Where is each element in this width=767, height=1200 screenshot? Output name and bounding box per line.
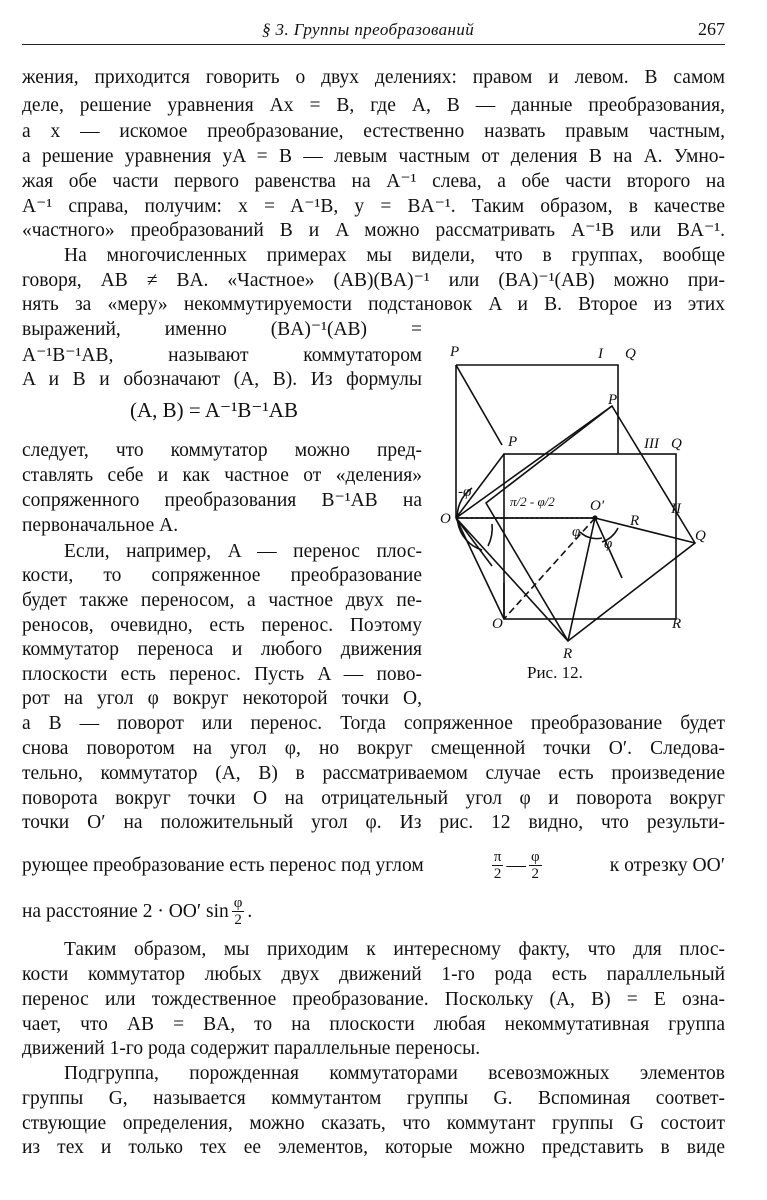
distance-text: на расстояние 2 · OO′ sin: [22, 900, 229, 922]
label-i: I: [598, 346, 603, 362]
text-line: A и B и обозначают (A, B). Из формулы: [22, 369, 422, 390]
label-r-1: R: [630, 513, 640, 529]
label-phi-2: φ: [604, 536, 613, 552]
label-pi-frac: π/2 - φ/2: [510, 494, 555, 509]
text-line-distance: [22, 895, 725, 928]
page-number: 267: [698, 19, 725, 39]
text-line: Если, например, A — перенос плос-: [64, 541, 422, 562]
fraction-phi-2: [529, 849, 542, 882]
text-line: а x — искомое преобразование, естественно назвать правым частным,: [22, 121, 725, 142]
text-line: рот на угол φ вокруг некоторой точки O,: [22, 688, 422, 709]
text-line: чает, что AB = BA, то на плоскости любая некоммутативная группа: [22, 1014, 725, 1035]
text-line: будет также переносом, а частное двух пе-: [22, 590, 422, 611]
text-line: первоначальное A.: [22, 515, 179, 536]
label-r-2: R: [672, 616, 682, 632]
line-o-inner: [456, 518, 492, 566]
text-line: сопряженного преобразования B⁻¹AB на: [22, 490, 422, 511]
text-line-fraction: [22, 849, 725, 882]
frac-den: 2: [493, 866, 502, 882]
label-p-3: P: [508, 434, 518, 450]
text-line: нять за «меру» некоммутируемости подстановок A и B. Второе из этих: [22, 294, 725, 315]
minus-sign: —: [506, 854, 526, 876]
label-o-2: O: [492, 616, 503, 632]
angle-arc-small: [488, 524, 492, 546]
point-o2: [592, 515, 597, 520]
text-line: а решение уравнения yA = B — левым частным от деления B на A. Умно-: [22, 146, 725, 167]
label-phi-1: φ: [572, 524, 581, 540]
angle-expression: [489, 849, 545, 882]
text-line: говоря, AB ≠ BA. «Частное» (AB)(BA)⁻¹ или (BA)⁻¹(AB) можно при-: [22, 270, 725, 291]
text-line: деле, решение уравнения Ax = B, где A, B — данные преобразования,: [22, 95, 725, 116]
text-line: На многочисленных примерах мы видели, что в группах, вообще: [64, 245, 725, 266]
text-line: ставлять себе и как частное от «деления»: [22, 465, 422, 486]
text-line: движений 1-го рода содержит параллельные переносы.: [22, 1038, 481, 1059]
label-p-2: P: [608, 392, 618, 408]
rotation-diagram: [432, 328, 722, 678]
text-line: из тех и только тех ее элементов, которые можно представить в виде: [22, 1137, 725, 1158]
label-iii: III: [644, 436, 659, 452]
text-line: жения, приходится говорить о двух делениях: правом и левом. В самом: [22, 67, 725, 88]
frac-den: 2: [531, 866, 540, 882]
text-line: а B — поворот или перенос. Тогда сопряженное преобразование будет: [22, 713, 725, 734]
frac-num: φ: [233, 895, 243, 911]
text-line: точки O′ на положительный угол φ. Из рис. 12 видно, что результи-: [22, 812, 725, 833]
text-line: тельно, коммутатор (A, B) в рассматриваемом случае есть произведение: [22, 763, 725, 784]
label-neg-phi: -φ: [458, 484, 472, 500]
label-ii: II: [671, 501, 681, 517]
line-o-r2: [456, 518, 568, 641]
label-p-1: P: [450, 344, 460, 360]
commutator-formula: (A, B) = A⁻¹B⁻¹AB: [130, 398, 298, 422]
line-o-o: [456, 518, 504, 619]
label-r-3: R: [563, 646, 573, 662]
frac-den: 2: [234, 912, 242, 928]
label-q-2: Q: [671, 436, 682, 452]
text-line: жая обе части первого равенства на A⁻¹ слева, а обе части второго на: [22, 171, 725, 192]
figure-caption: Рис. 12.: [527, 663, 583, 682]
text-line: A⁻¹ справа, получим: x = A⁻¹B, y = BA⁻¹. Таким образом, в качестве: [22, 196, 725, 217]
text-line: A⁻¹B⁻¹AB, называют коммутатором: [22, 345, 422, 366]
label-q-1: Q: [625, 346, 636, 362]
rect-iii: [504, 454, 676, 619]
text-line: перенос или тождественное преобразование. Поскольку (A, B) = E озна-: [22, 989, 725, 1010]
text-line: кости, то сопряженное преобразование: [22, 565, 422, 586]
label-q-3: Q: [695, 528, 706, 544]
text-line: «частного» преобразований B и A можно рассматривать A⁻¹B или BA⁻¹.: [22, 220, 725, 241]
arrow-p-p: [456, 365, 502, 445]
frac-num: φ: [530, 849, 540, 865]
text-line: коммутатор переноса и любого движения: [22, 639, 422, 660]
text-line: выражений, именно (BA)⁻¹(AB) =: [22, 319, 422, 340]
label-o-1: O: [440, 511, 451, 527]
label-o2: O′: [590, 498, 605, 514]
text-line: ствующие определения, можно сказать, что коммутант группы G состоит: [22, 1113, 725, 1134]
section-title: § 3. Группы преобразований: [262, 20, 475, 39]
figure-12: [432, 328, 722, 678]
square-ii: [486, 406, 695, 641]
text-line: Подгруппа, порожденная коммутаторами всевозможных элементов: [64, 1063, 725, 1084]
text-line: следует, что коммутатор можно пред-: [22, 440, 422, 461]
fraction-phi-2-sin: [232, 895, 245, 928]
text-line: поворота вокруг точки O на отрицательный угол φ и поворота вокруг: [22, 788, 725, 809]
text-line: снова поворотом на угол φ, но вокруг смещенной точки O′. Следова-: [22, 738, 725, 759]
fraction-pi-2: [492, 849, 504, 882]
rect-i: [456, 365, 618, 454]
text-line: кости коммутатор любых двух движений 1-го рода есть параллельный: [22, 964, 725, 985]
text-line: реносов, очевидно, есть перенос. Поэтому: [22, 615, 422, 636]
fraction-line-tail: к отрезку OO′: [609, 854, 725, 876]
text-line: группы G, называется коммутантом группы G. Вспоминая соответ-: [22, 1088, 725, 1109]
frac-num: π: [493, 849, 502, 865]
distance-period: .: [247, 900, 253, 922]
fraction-line-text: рующее преобразование есть перенос под углом: [22, 854, 424, 876]
text-line: Таким образом, мы приходим к интересному факту, что для плос-: [64, 939, 725, 960]
text-line: плоскости есть перенос. Пусть A — пово-: [22, 664, 422, 685]
page-header: [22, 18, 725, 45]
